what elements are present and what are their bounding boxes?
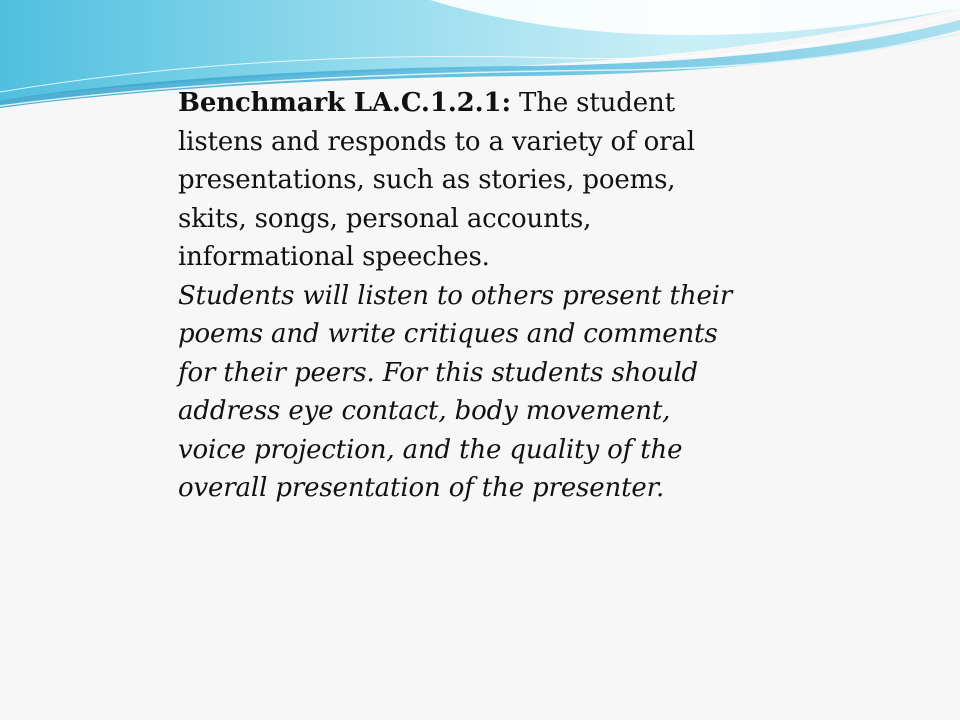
benchmark-paragraph	[178, 84, 738, 277]
benchmark-text: The student listens and responds to a variety of oral presentations, such as stories, poems, skits, songs, personal accounts, informational speeches.	[178, 88, 695, 272]
activity-paragraph: Students will listen to others present their poems and write critiques and comments for their peers. For this students should address eye contact, body movement, voice projection, and the quality of the overall presentation of the presenter.	[178, 280, 733, 503]
slide-body	[178, 84, 738, 508]
benchmark-label: Benchmark LA.C.1.2.1:	[178, 88, 511, 118]
